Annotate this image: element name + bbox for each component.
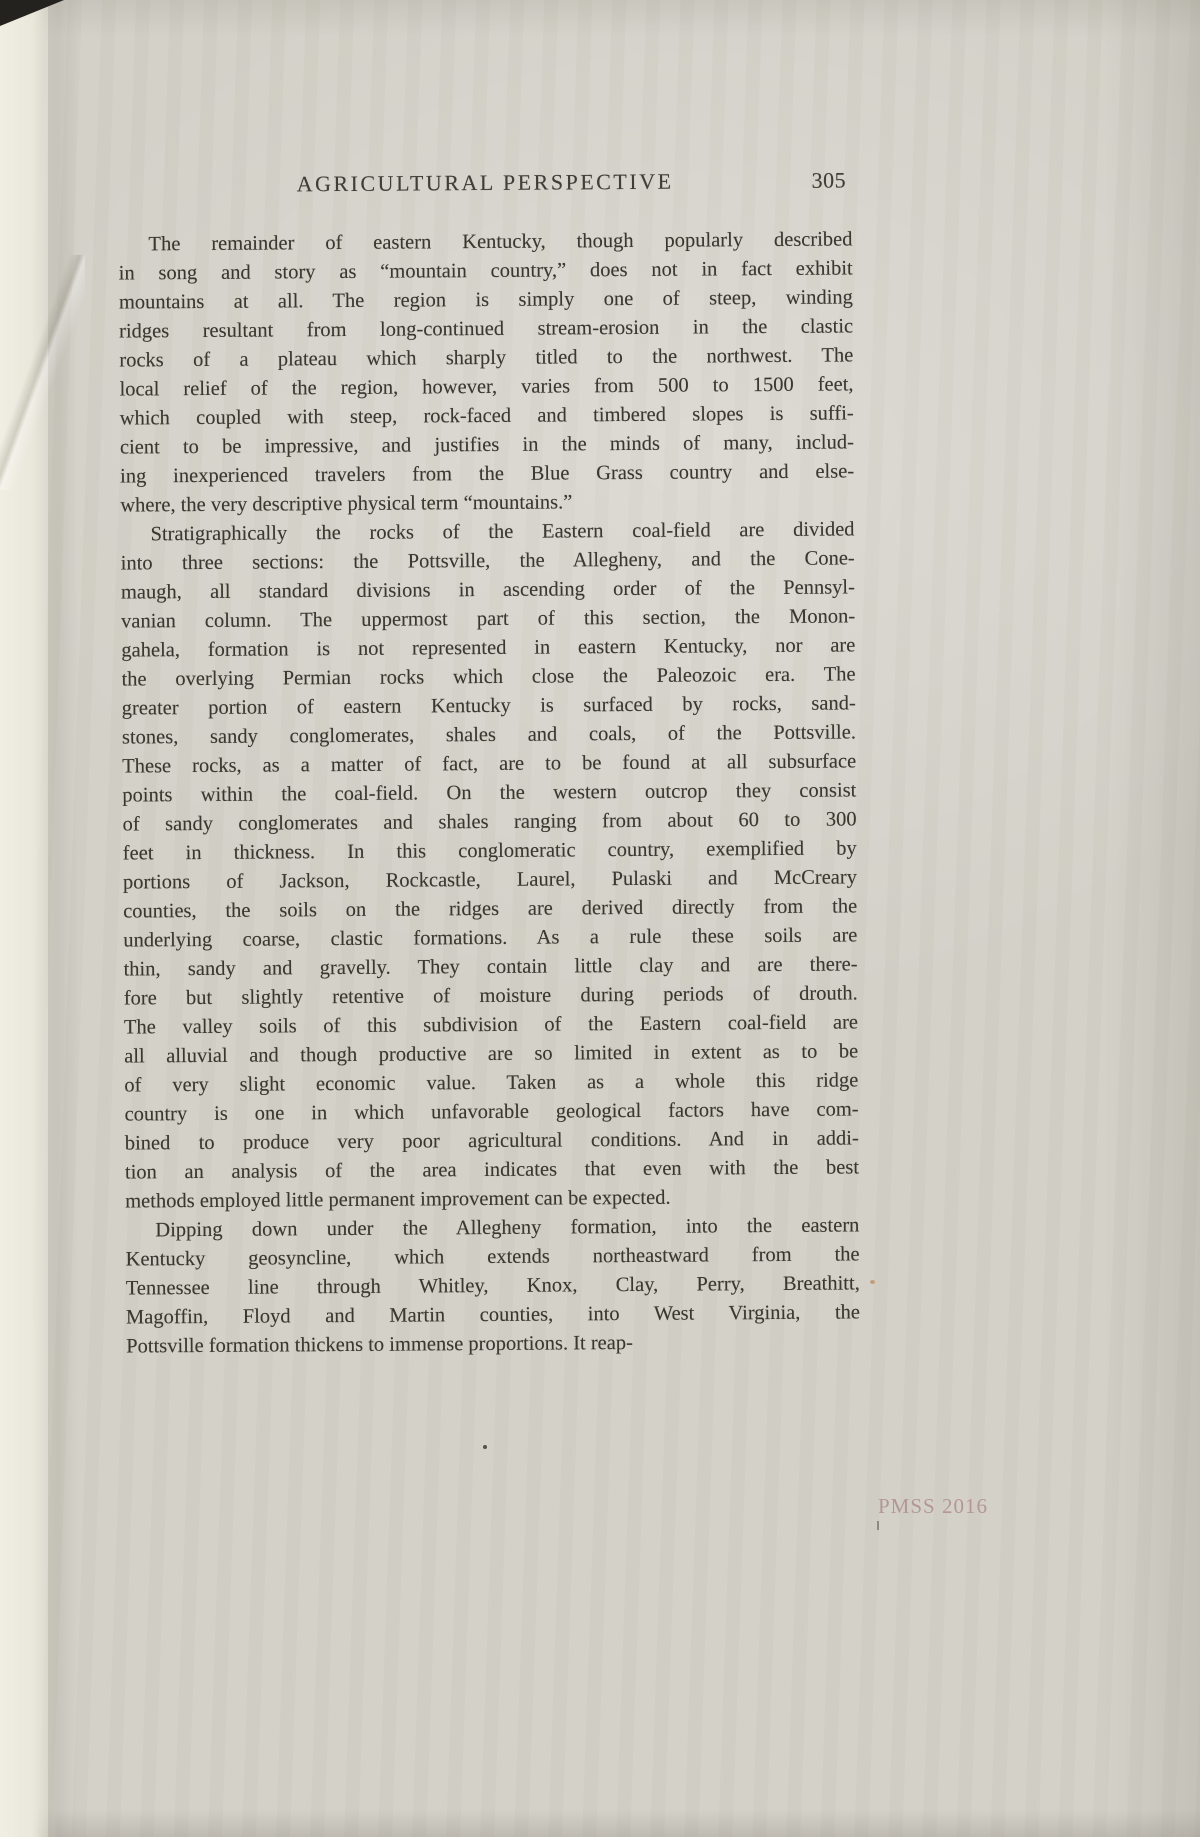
text-line: rocks of a plateau which sharply titled to the northwest. The bbox=[119, 344, 854, 372]
text-line: country is one in which unfavorable geological factors have com- bbox=[124, 1098, 859, 1126]
text-line: which coupled with steep, rock-faced and timbered slopes is suffi- bbox=[119, 402, 854, 430]
text-line: points within the coal-field. On the western outcrop they consist bbox=[122, 779, 857, 807]
text-line: where, the very descriptive physical term “mountains.” bbox=[120, 491, 573, 517]
paper-speck bbox=[870, 1280, 875, 1284]
text-line: Pottsville formation thickens to immense proportions. It reap- bbox=[126, 1331, 633, 1358]
small-ink-mark bbox=[877, 1521, 879, 1530]
text-line: portions of Jackson, Rockcastle, Laurel, Pulaski and McCreary bbox=[122, 866, 858, 894]
text-line: of very slight economic value. Taken as a whole this ridge bbox=[124, 1069, 859, 1097]
text-line: These rocks, as a matter of fact, are to be found at all subsurface bbox=[122, 750, 857, 778]
text-line: ridges resultant from long-continued stream-erosion in the clastic bbox=[119, 315, 854, 343]
page-corner-shadow bbox=[0, 0, 64, 26]
text-line: Dipping down under the Allegheny formation, into the eastern bbox=[155, 1214, 860, 1242]
paper-crease bbox=[0, 255, 85, 490]
text-line: fore but slightly retentive of moisture during periods of drouth. bbox=[123, 982, 858, 1010]
text-line: tion an analysis of the area indicates that even with the best bbox=[124, 1156, 860, 1184]
text-line: of sandy conglomerates and shales ranging from about 60 to 300 bbox=[122, 808, 857, 836]
archive-watermark: PMSS 2016 bbox=[878, 1494, 988, 1518]
text-line: Kentucky geosyncline, which extends northeastward from the bbox=[125, 1243, 860, 1271]
text-line: local relief of the region, however, varies from 500 to 1500 feet, bbox=[119, 373, 854, 401]
text-line: stones, sandy conglomerates, shales and coals, of the Pottsville. bbox=[121, 721, 857, 749]
page-content bbox=[118, 167, 860, 1361]
text-line: The valley soils of this subdivision of the Eastern coal-field are bbox=[123, 1011, 859, 1039]
text-line: cient to be impressive, and justifies in the minds of many, includ- bbox=[119, 431, 854, 459]
text-line: methods employed little permanent improvement can be expected. bbox=[125, 1186, 671, 1213]
text-line: in song and story as “mountain country,” does not in fact exhibit bbox=[118, 257, 853, 285]
text-line: into three sections: the Pottsville, the Allegheny, and the Cone- bbox=[120, 547, 855, 575]
paragraph bbox=[118, 225, 854, 520]
text-line: greater portion of eastern Kentucky is surfaced by rocks, sand- bbox=[121, 692, 856, 720]
text-line: all alluvial and though productive are so limited in extent as to be bbox=[124, 1040, 859, 1068]
text-line: feet in thickness. In this conglomeratic country, exemplified by bbox=[122, 837, 857, 865]
text-line: Magoffin, Floyd and Martin counties, into West Virginia, the bbox=[125, 1301, 861, 1329]
text-line: bined to produce very poor agricultural conditions. And in addi- bbox=[124, 1127, 859, 1155]
paragraph bbox=[120, 515, 859, 1216]
text-line: mountains at all. The region is simply one of steep, winding bbox=[118, 286, 853, 314]
text-line: Tennessee line through Whitley, Knox, Clay, Perry, Breathitt, bbox=[125, 1272, 860, 1300]
running-title: AGRICULTURAL PERSPECTIVE bbox=[296, 168, 674, 197]
printers-mark-dot bbox=[483, 1445, 487, 1449]
text-line: vanian column. The uppermost part of this section, the Monon- bbox=[121, 605, 856, 633]
paragraph bbox=[125, 1211, 860, 1361]
text-line: thin, sandy and gravelly. They contain little clay and are there- bbox=[123, 953, 858, 981]
page-header bbox=[118, 167, 852, 200]
text-line: the overlying Permian rocks which close the Paleozoic era. The bbox=[121, 663, 856, 691]
text-line: maugh, all standard divisions in ascending order of the Pennsyl- bbox=[120, 576, 856, 604]
text-line: ing inexperienced travelers from the Blue Grass country and else- bbox=[120, 460, 855, 488]
text-line: The remainder of eastern Kentucky, though popularly described bbox=[148, 228, 853, 256]
text-line: counties, the soils on the ridges are derived directly from the bbox=[123, 895, 858, 923]
page-number: 305 bbox=[811, 167, 847, 193]
text-line: gahela, formation is not represented in eastern Kentucky, nor are bbox=[121, 634, 856, 662]
text-line: Stratigraphically the rocks of the Eastern coal-field are divided bbox=[150, 518, 855, 546]
text-line: underlying coarse, clastic formations. As a rule these soils are bbox=[123, 924, 858, 952]
